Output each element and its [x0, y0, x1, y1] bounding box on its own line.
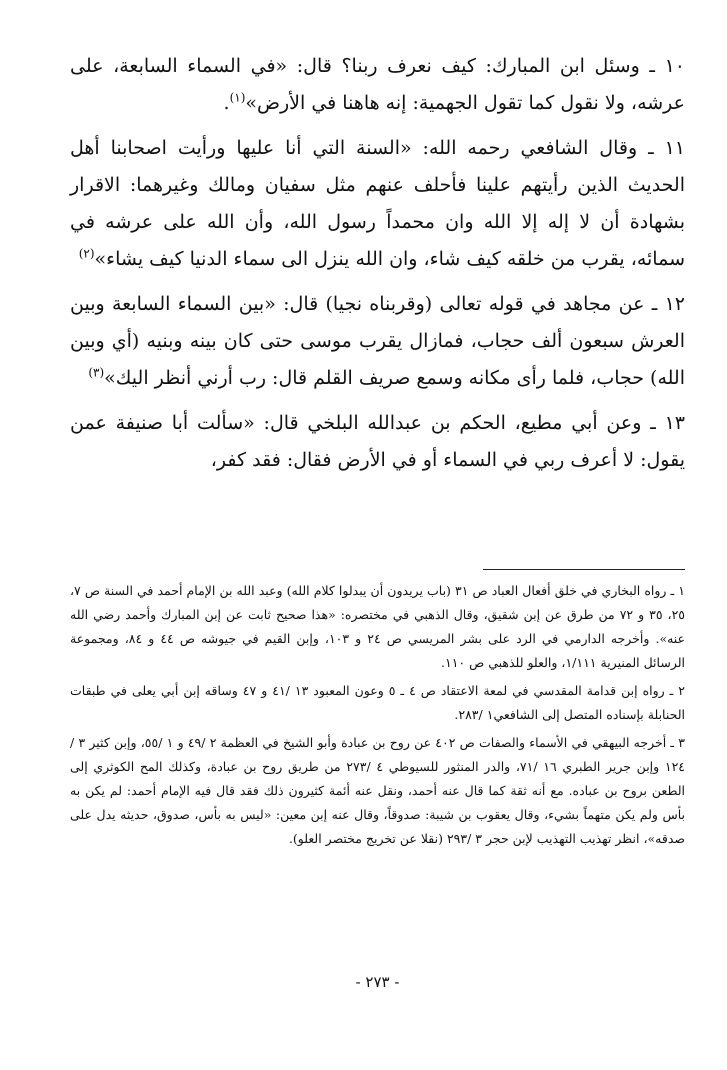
paragraph-12: [70, 286, 685, 397]
paragraph-text: ١٠ ـ وسئل ابن المبارك: كيف نعرف ربنا؟ قال: «في السماء السابعة، على عرشه، ولا نقول كما تقول الجهمية: إنه هاهنا في الأرض»: [70, 55, 685, 114]
footnote-3: ٣ ـ أخرجه البيهقي في الأسماء والصفات ص ٤٠٢ عن روح بن عبادة وأبو الشيخ في العظمة ٢ /٤٩ و ١ /٥٥، وإبن كثير ٣ /١٢٤ وإبن جرير الطبري ١٦ /٧١، والدر المنثور للسيوطي ٤ /٢٧٣ من طريق روح بن عبادة، وكذلك المح الكوثري إلى الطعن بروح بن عباده. مع أنه ثقة كما قال عنه أحمد، ونقل عنه أئمة كثيرون ذلك فقد قال فيه الإمام أحمد: لم يكن به بأس ولم يكن متهماً بشيء، وقال يعقوب بن شيبة: صدوقاً، وقال عنه إبن معين: «ليس به بأس، صدوق، حديثه يدل على صدقه»، انظر تهذيب التهذيب لإبن حجر ٣ /٢٩٣ (نقلا عن تخريج مختصر العلو).: [70, 735, 686, 846]
footnote-ref: (١): [229, 90, 246, 105]
page-number: - ٢٧٣ -: [355, 973, 400, 991]
footnotes: [70, 579, 685, 855]
paragraph-11: [70, 130, 685, 278]
paragraph-text: ١٣ ـ وعن أبي مطيع، الحكم بن عبدالله البلخي قال: «سألت أبا صنيفة عمن يقول: لا أعرف ربي في السماء أو في الأرض فقال: فقد كفر،: [70, 412, 685, 471]
paragraph-text: ١١ ـ وقال الشافعي رحمه الله: «السنة التي أنا عليها ورأيت اصحابنا أهل الحديث الذين رأيتهم علينا فأحلف عنهم مثل سفيان ومالك وغيرهما: الاقرار بشهادة أن لا إله إلا الله وان محمداً رسول الله، وأن الله على عرشه في سمائه، يقرب من خلقه كيف شاء، وان الله ينزل الى سماء الدنيا كيف يشاء»: [70, 137, 685, 270]
paragraph-tail: .: [223, 92, 230, 114]
footnote-ref: (٣): [88, 365, 105, 380]
footnote-divider: [483, 569, 685, 570]
footnote-2: ٢ ـ رواه إبن قدامة المقدسي في لمعة الاعتقاد ص ٤ ـ ٥ وعون المعبود ١٣ /٤١ و ٤٧ وساقه إبن أبي يعلى في طبقات الحنابلة بإسناده المتصل إلى الشافعي١ /٢٨٣.: [70, 683, 686, 722]
footnote-1: ١ ـ رواه البخاري في خلق أفعال العباد ص ٣١ (باب يريدون أن يبدلوا كلام الله) وعبد الله بن الإمام أحمد في السنة ص ٧، ٢٥، ٣٥ و ٧٢ من طرق عن إبن شقيق، وقال الذهبي في مختصره: «هذا صحيح ثابت عن إبن المبارك وأحمد رضي الله عنه». وأخرجه الدارمي في الرد على بشر المريسي ص ٢٤ و ١٠٣، وإبن القيم في جيوشه ص ٤٤ و ٨٤، ومجموعة الرسائل المنيرية ١/١١١، والعلو للذهبي ص ١١٠.: [70, 583, 686, 670]
page-body: [70, 48, 686, 991]
paragraph-13: [70, 405, 685, 479]
paragraph-text: ١٢ ـ عن مجاهد في قوله تعالى (وقربناه نجيا) قال: «بين السماء السابعة وبين العرش سبعون ألف حجاب، فمازال يقرب موسى حتى كان بينه وبنيه (أي وبين الله) حجاب، فلما رأى مكانه وسمع صريف القلم قال: رب أرني أنظر اليك»: [70, 293, 685, 389]
paragraph-10: [70, 48, 685, 122]
footnote-ref: (٢): [78, 246, 95, 261]
main-text: [70, 48, 685, 479]
